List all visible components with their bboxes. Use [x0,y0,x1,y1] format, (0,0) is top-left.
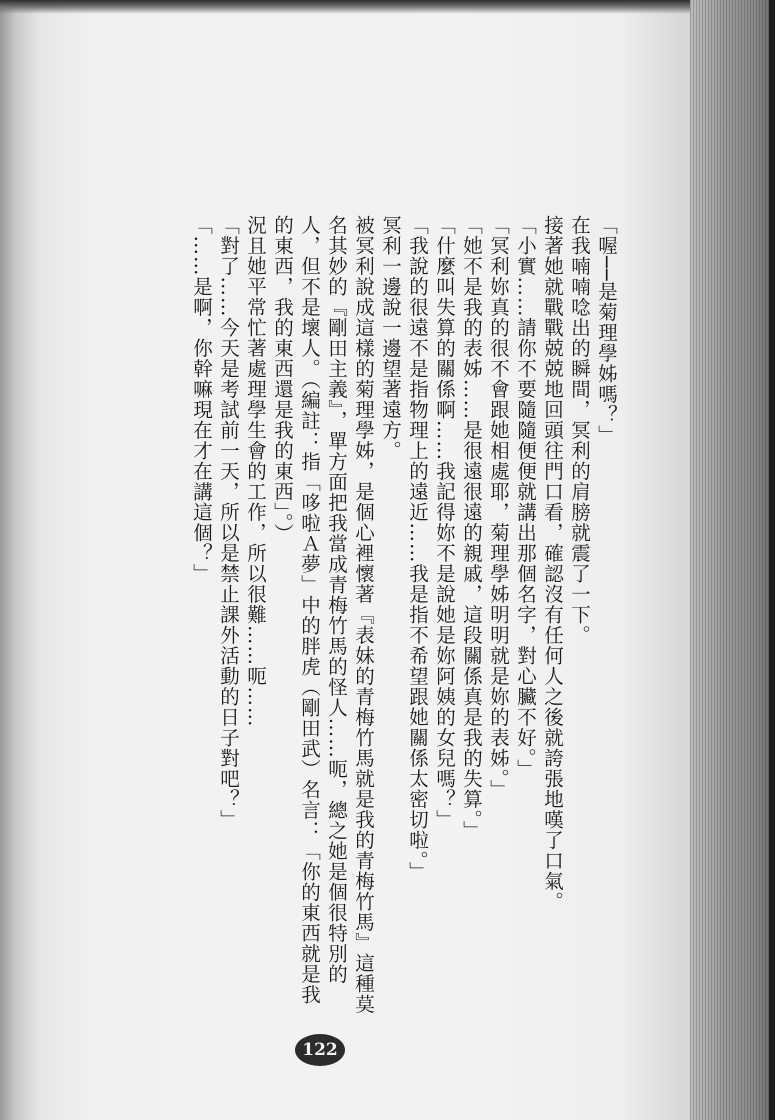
paragraph: 接著她就戰戰兢兢地回頭往門口看，確認沒有任何人之後就誇張地嘆了口氣。 [541,215,564,912]
paragraph: 況且她平常忙著處理學生會的工作，所以很難……呃…… [244,215,267,728]
paragraph: 「小實……請你不要隨隨便便就講出那個名字，對心臟不好。」 [514,215,537,780]
body-text [60,215,620,1015]
paragraph: 「對了……今天是考試前一天，所以是禁止課外活動的日子對吧？」 [217,215,240,830]
paragraph: 在我喃喃唸出的瞬間，冥利的肩膀就震了一下。 [568,215,591,646]
stacked-page-edges [690,0,775,1120]
page-top-edge [0,0,775,14]
paragraph: 「什麼叫失算的關係啊……我記得妳不是說她是妳阿姨的女兒嗎？」 [433,215,456,830]
paragraph: 「……是啊，你幹嘛現在才在講這個？」 [190,215,213,584]
page-number-badge: 122 [295,1034,345,1066]
running-head [240,104,570,118]
paragraph: 冥利一邊說一邊望著遠方。 [379,215,402,461]
paragraph: 「喔──是菊理學姊嗎？」 [595,215,618,446]
paragraph: 「冥利妳真的很不會跟她相處耶，菊理學姊明明就是妳的表姊。」 [487,215,510,800]
paragraph: 「她不是我的表姊……是很遠很遠的親戚，這段關係真是我的失算。」 [460,215,483,841]
paragraph: 被冥利說成這樣的菊理學姊，是個心裡懷著『表妹的青梅竹馬就是我的青梅竹馬』這種莫名其妙的『剛田主義』，單方面把我當成青梅竹馬的怪人……呃，總之她是個很特別的人，但不是壞人。（編註：指「哆啦Ａ夢」中的胖虎（剛田武）名言：「你的東西就是我的東西，我的東西還是我的東西」。） [271,215,375,1015]
paragraph: 「我說的很遠不是指物理上的遠近……我是指不希望跟她關係太密切啦。」 [406,215,429,882]
